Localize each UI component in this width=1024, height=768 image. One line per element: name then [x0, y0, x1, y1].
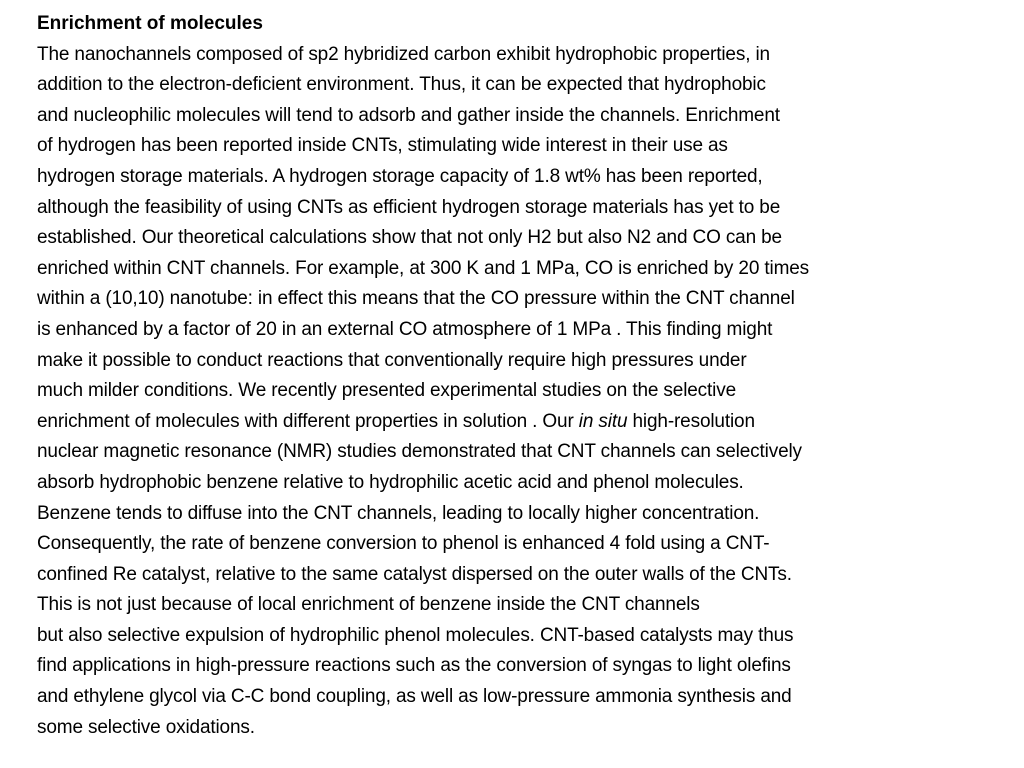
- text-segment: high-resolution: [627, 410, 755, 432]
- text-line: and ethylene glycol via C-C bond coupling, as well as low-pressure ammonia synthesis and: [37, 686, 792, 708]
- text-line: This is not just because of local enrichment of benzene inside the CNT channels: [37, 594, 700, 616]
- text-line: much milder conditions. We recently presented experimental studies on the selective: [37, 380, 737, 402]
- text-line: confined Re catalyst, relative to the same catalyst dispersed on the outer walls of the CNTs.: [37, 563, 792, 585]
- text-line: Consequently, the rate of benzene conversion to phenol is enhanced 4 fold using a CNT-: [37, 533, 770, 555]
- text-line: some selective oxidations.: [37, 716, 255, 738]
- text-line: is enhanced by a factor of 20 in an external CO atmosphere of 1 MPa . This finding might: [37, 318, 773, 340]
- text-line: enriched within CNT channels. For example, at 300 K and 1 MPa, CO is enriched by 20 times: [37, 257, 810, 279]
- text-line: but also selective expulsion of hydrophilic phenol molecules. CNT-based catalysts may thus: [37, 624, 794, 646]
- italic-term: in situ: [578, 410, 628, 432]
- section-heading: Enrichment of molecules: [37, 13, 263, 34]
- text-line: find applications in high-pressure reactions such as the conversion of syngas to light olefins: [37, 655, 791, 677]
- text-line: Benzene tends to diffuse into the CNT channels, leading to locally higher concentration.: [37, 502, 760, 524]
- text-line-with-italic: [37, 407, 1004, 438]
- text-line: The nanochannels composed of sp2 hybridized carbon exhibit hydrophobic properties, in: [37, 43, 770, 65]
- text-line: hydrogen storage materials. A hydrogen storage capacity of 1.8 wt% has been reported,: [37, 165, 763, 187]
- text-line: nuclear magnetic resonance (NMR) studies demonstrated that CNT channels can selectively: [37, 441, 802, 463]
- text-line: make it possible to conduct reactions that conventionally require high pressures under: [37, 349, 747, 371]
- text-line: established. Our theoretical calculations show that not only H2 but also N2 and CO can be: [37, 227, 782, 249]
- text-line: and nucleophilic molecules will tend to adsorb and gather inside the channels. Enrichment: [37, 104, 780, 126]
- text-line: absorb hydrophobic benzene relative to hydrophilic acetic acid and phenol molecules.: [37, 471, 744, 493]
- text-line: addition to the electron-deficient environment. Thus, it can be expected that hydrophobic: [37, 74, 766, 96]
- body-paragraph: [37, 40, 1004, 744]
- text-line: within a (10,10) nanotube: in effect this means that the CO pressure within the CNT channel: [37, 288, 795, 310]
- text-line: of hydrogen has been reported inside CNTs, stimulating wide interest in their use as: [37, 135, 728, 157]
- text-segment: enrichment of molecules with different properties in solution . Our: [37, 410, 579, 432]
- text-line: although the feasibility of using CNTs as efficient hydrogen storage materials has yet to be: [37, 196, 781, 218]
